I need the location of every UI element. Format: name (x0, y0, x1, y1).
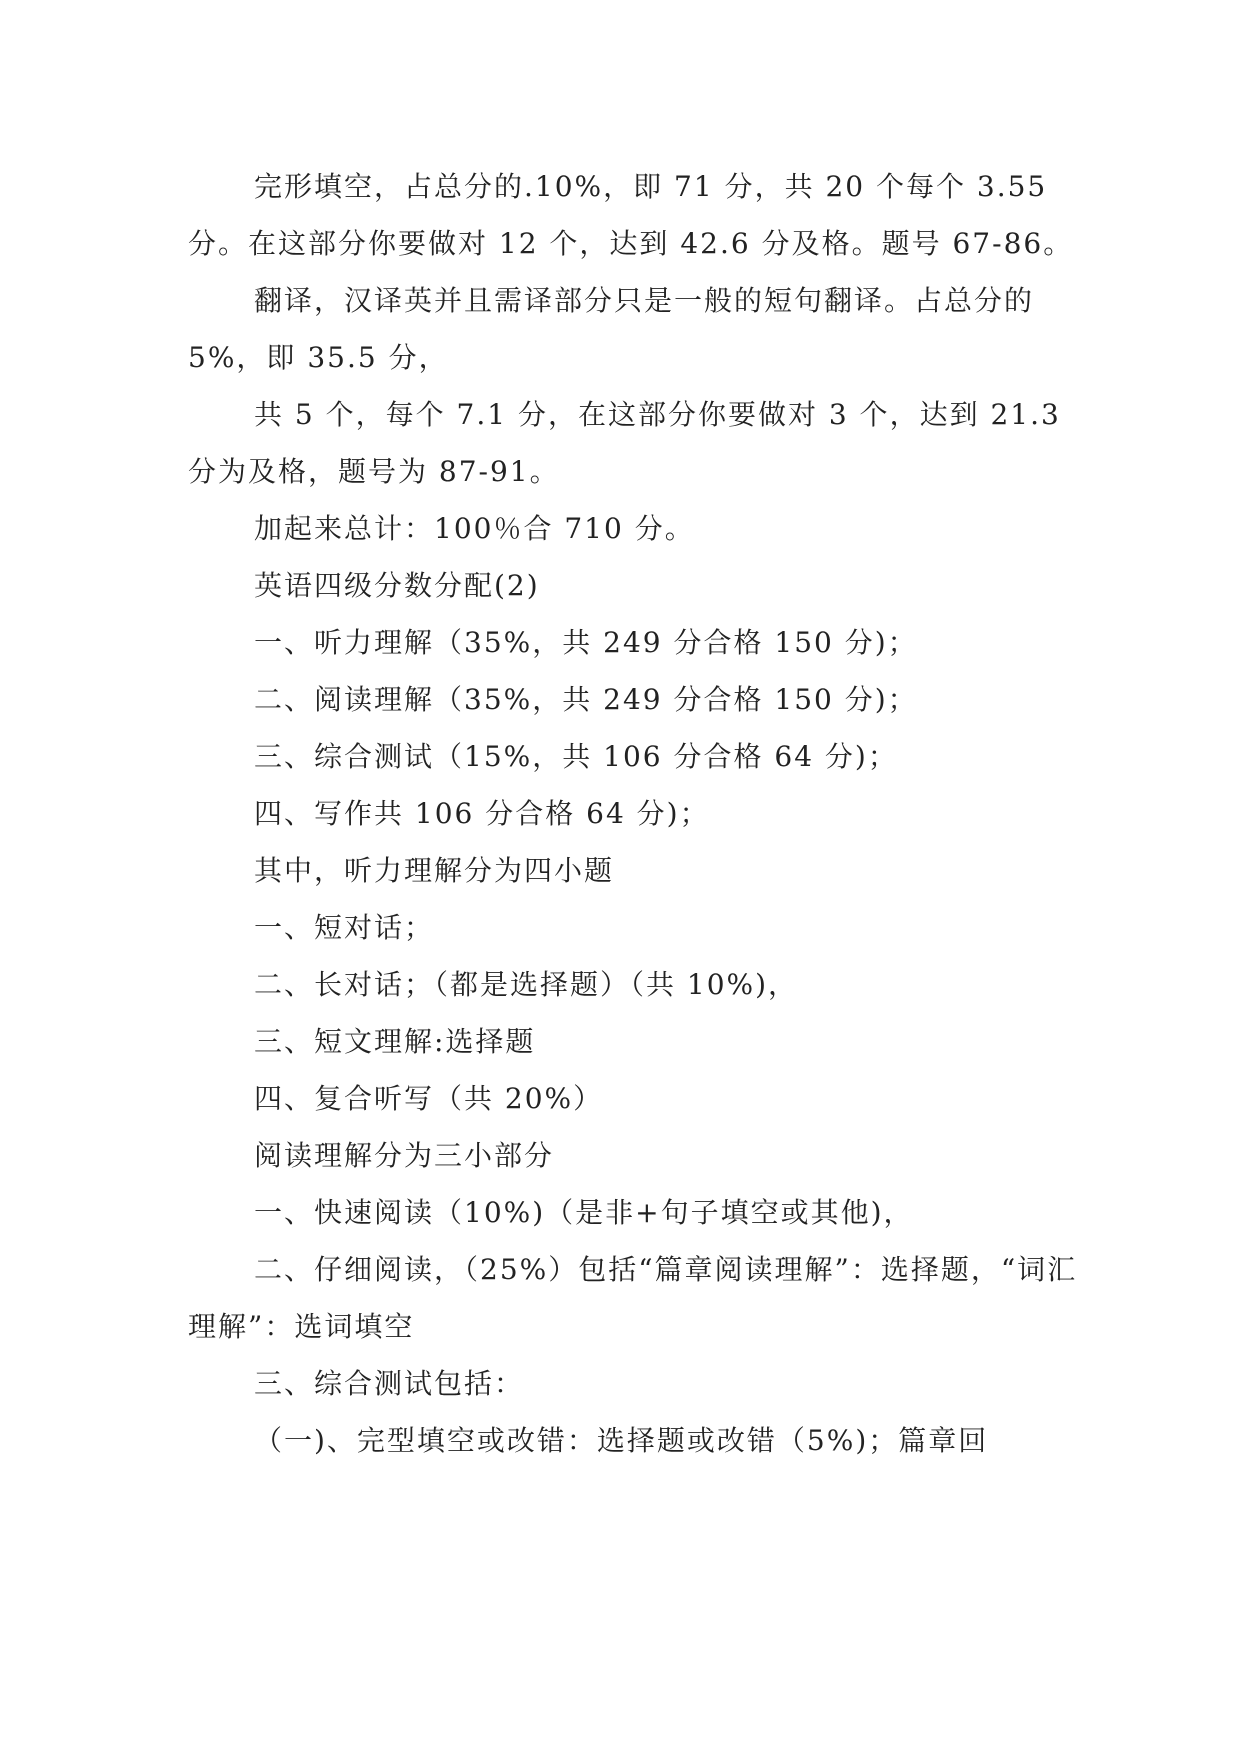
list-item: 一、快速阅读（10%)（是非+句子填空或其他)， (254, 1196, 914, 1229)
list-item: 四、复合听写（共 20%） (254, 1082, 604, 1115)
paragraph-translation-count: 共 5 个，每个 7.1 分，在这部分你要做对 3 个，达到 21.3 分为及格，题号为 87-91。 (188, 398, 1061, 488)
paragraph-translation: 翻译，汉译英并且需译部分只是一般的短句翻译。占总分的 5%，即 35.5 分， (188, 284, 1035, 374)
list-item: 二、仔细阅读，（25%）包括“篇章阅读理解”：选择题，“词汇理解”：选词填空 (188, 1253, 1078, 1343)
list-item: 三、综合测试包括： (254, 1367, 525, 1400)
list-item: 一、短对话； (254, 911, 435, 944)
list-item: 三、短文理解:选择题 (254, 1025, 536, 1058)
list-item: 一、听力理解（35%，共 249 分合格 150 分)； (254, 626, 918, 659)
paragraph-cloze: 完形填空，占总分的.10%，即 71 分，共 20 个每个 3.55 分。在这部分你要做对 12 个，达到 42.6 分及格。题号 67-86。 (188, 170, 1074, 260)
list-item: 二、阅读理解（35%，共 249 分合格 150 分)； (254, 683, 918, 716)
body-text (188, 158, 1088, 1469)
list-item: （一)、完型填空或改错：选择题或改错（5%)；篇章回 (254, 1424, 989, 1457)
paragraph-reading-intro: 阅读理解分为三小部分 (254, 1139, 555, 1172)
paragraph-listening-intro: 其中，听力理解分为四小题 (254, 854, 615, 887)
section-heading: 英语四级分数分配(2) (254, 569, 540, 602)
list-item: 四、写作共 106 分合格 64 分)； (254, 797, 710, 830)
paragraph-total: 加起来总计：100％合 710 分。 (254, 512, 695, 545)
list-item: 三、综合测试（15%，共 106 分合格 64 分)； (254, 740, 898, 773)
list-item: 二、长对话；（都是选择题）（共 10%)， (254, 968, 799, 1001)
